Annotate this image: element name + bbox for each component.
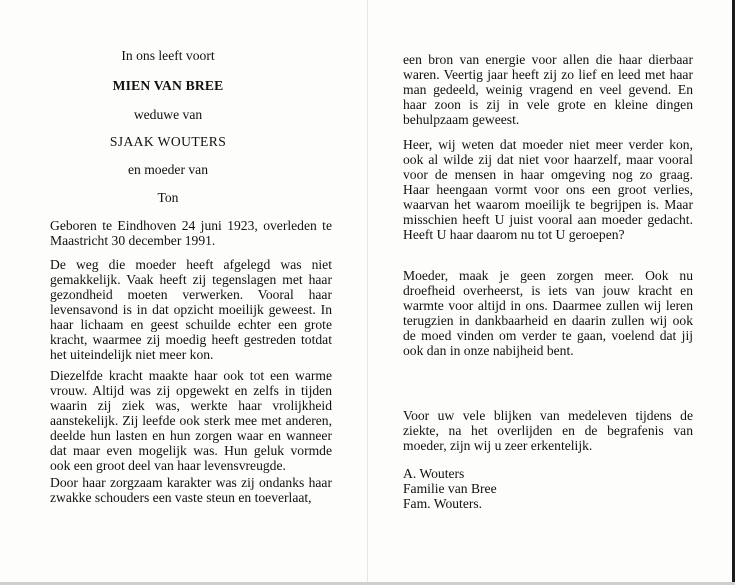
- relation-mother: en moeder van: [127, 162, 209, 177]
- birth-death-paragraph: Geboren te Eindhoven 24 juni 1923, overleden te Maastricht 30 december 1991.: [50, 218, 332, 248]
- signature-line: Fam. Wouters.: [403, 496, 483, 511]
- paragraph-prayer: Heer, wij weten dat moeder niet meer verder kon, ook al wilde zij dat niet voor haarzelf, maar vooral voor de mensen in haar omgeving nog zo graag. Haar heengaan vormt voor ons een groot verlies, waarvan het waarom moeilijk te begrijpen is. Maar misschien heeft U juist vooral aan moeder gedacht. Heeft U haar daarom nu tot U geroepen?: [403, 137, 693, 242]
- paragraph-mother: Moeder, maak je geen zorgen meer. Ook nu droefheid overheerst, is iets van jouw kracht en warmte voor altijd in ons. Daarmee zullen wij leren terugzien in dankbaarheid en daarin zullen wij ook de moed vinden om verder te gaan, voelend dat jij ook dan in onze nabijheid bent.: [403, 268, 693, 358]
- paragraph-strength: Diezelfde kracht maakte haar ook tot een warme vrouw. Altijd was zij opgewekt en zelfs in tijden waarin zij ziek was, werkte haar vrolijkheid aanstekelijk. Zij leefde ook sterk mee met anderen, deelde hun lasten en hun zorgen waar en wanneer dat maar even mogelijk was. Hun geluk vormde ook een groot deel van haar levensvreugde.: [50, 368, 332, 473]
- child-name: Ton: [157, 190, 179, 205]
- deceased-name: MIEN VAN BREE: [112, 78, 224, 93]
- signature-line: A. Wouters: [403, 466, 465, 481]
- thanks-paragraph: Voor uw vele blijken van medeleven tijdens de ziekte, na het overlijden en de begrafenis van moeder, zijn wij u zeer erkentelijk.: [403, 408, 693, 453]
- husband-name: SJAAK WOUTERS: [109, 134, 227, 149]
- signature-line: Familie van Bree: [403, 481, 497, 496]
- paragraph-energy: een bron van energie voor allen die haar dierbaar waren. Veertig jaar heeft zij zo lief en leed met haar man gedeeld, weinig vragend en veel gevend. En haar zoon is zij in vele grote en kleine dingen behulpzaam geweest.: [403, 52, 693, 127]
- signatures: [403, 466, 693, 511]
- card-fold: [367, 0, 368, 585]
- paragraph-life: De weg die moeder heeft afgelegd was niet gemakkelijk. Vaak heeft zij tegenslagen met haar gezondheid moeten verwerken. Vooral haar levensavond is in dat opzicht moeilijk geweest. In haar lichaam en geest schuilde echter een grote kracht, waarmee zij moedig heeft gestreden totdat het uiteindelijk niet meer kon.: [50, 257, 332, 362]
- relation-widow: weduwe van: [133, 107, 203, 122]
- paragraph-character: Door haar zorgzaam karakter was zij ondanks haar zwakke schouders een vaste steun en toeverlaat,: [50, 475, 332, 505]
- intro-line: In ons leeft voort: [121, 48, 215, 63]
